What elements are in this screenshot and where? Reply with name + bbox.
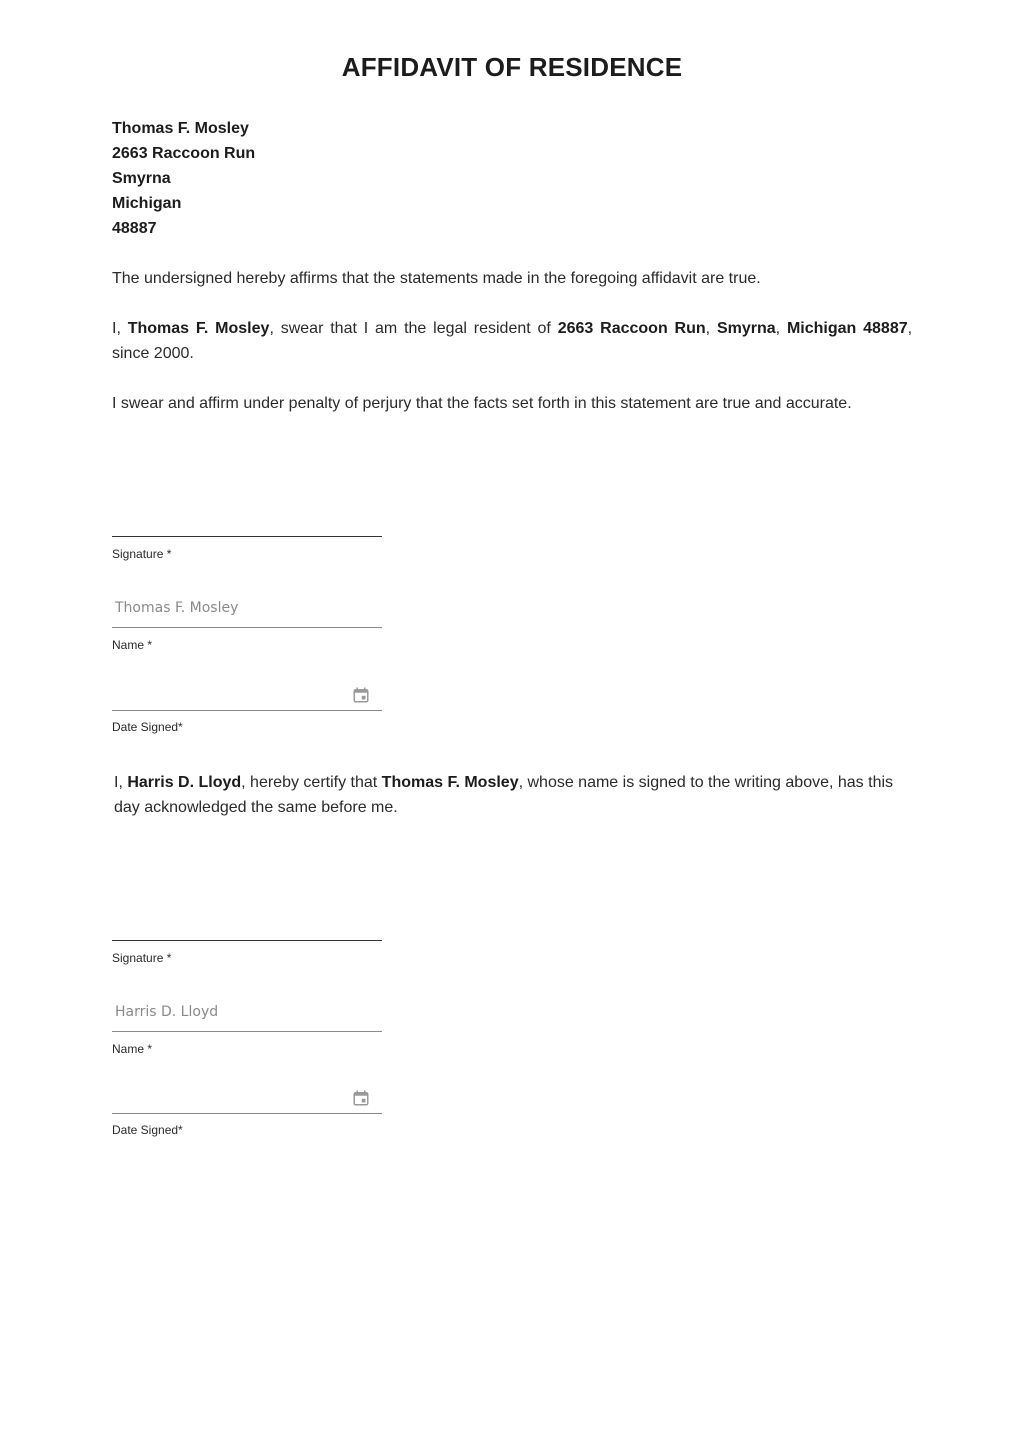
- certification-notary-name: Harris D. Lloyd: [127, 774, 242, 791]
- certification-paragraph: [114, 770, 912, 820]
- affiant-state: Michigan: [112, 195, 182, 212]
- calendar-icon[interactable]: [352, 1089, 370, 1107]
- affiant-signature-line[interactable]: [112, 536, 382, 537]
- notary-signature-line[interactable]: [112, 940, 382, 941]
- notary-name-label: Name *: [112, 1042, 153, 1056]
- affiant-name: Thomas F. Mosley: [112, 120, 249, 137]
- residence-city: Smyrna: [716, 320, 776, 337]
- residence-street: 2663 Raccoon Run: [557, 320, 706, 337]
- affiant-date-input[interactable]: [112, 676, 382, 711]
- notary-date-label: Date Signed*: [112, 1123, 183, 1137]
- residence-name: Thomas F. Mosley: [127, 320, 270, 337]
- certification-affiant-name: Thomas F. Mosley: [381, 774, 519, 791]
- document-title: AFFIDAVIT OF RESIDENCE: [341, 52, 683, 82]
- notary-signature-label: Signature *: [112, 951, 172, 965]
- affiant-zip: 48887: [112, 220, 157, 237]
- affiant-name-value: Thomas F. Mosley: [115, 600, 239, 616]
- calendar-icon[interactable]: [352, 686, 370, 704]
- certification-suffix: , whose name is signed to the writing above, has this day acknowledged the same before me.: [114, 774, 894, 816]
- residence-comma-2: ,: [775, 320, 781, 337]
- residence-prefix: I,: [112, 320, 121, 337]
- certification-prefix: I,: [114, 774, 123, 791]
- residence-comma-1: ,: [705, 320, 711, 337]
- affiant-name-input[interactable]: [112, 593, 382, 628]
- affiant-signature-label: Signature *: [112, 547, 172, 561]
- notary-date-input[interactable]: [112, 1079, 382, 1114]
- residence-state-zip: Michigan 48887: [786, 320, 908, 337]
- affiant-date-label: Date Signed*: [112, 720, 183, 734]
- perjury-paragraph: I swear and affirm under penalty of perjury that the facts set forth in this statement are true and accurate.: [112, 395, 852, 412]
- residence-paragraph: [112, 316, 912, 366]
- residence-mid: , swear that I am the legal resident of: [269, 320, 551, 337]
- affiant-name-label: Name *: [112, 638, 153, 652]
- certification-mid: , hereby certify that: [241, 774, 378, 791]
- affiant-address: [112, 116, 255, 241]
- residence-suffix: , since 2000.: [112, 320, 913, 362]
- affiant-street: 2663 Raccoon Run: [112, 145, 256, 162]
- notary-name-input[interactable]: [112, 997, 382, 1032]
- notary-name-value: Harris D. Lloyd: [115, 1004, 219, 1020]
- affiant-city: Smyrna: [112, 170, 171, 187]
- affirmation-paragraph: The undersigned hereby affirms that the statements made in the foregoing affidavit are true.: [112, 270, 761, 287]
